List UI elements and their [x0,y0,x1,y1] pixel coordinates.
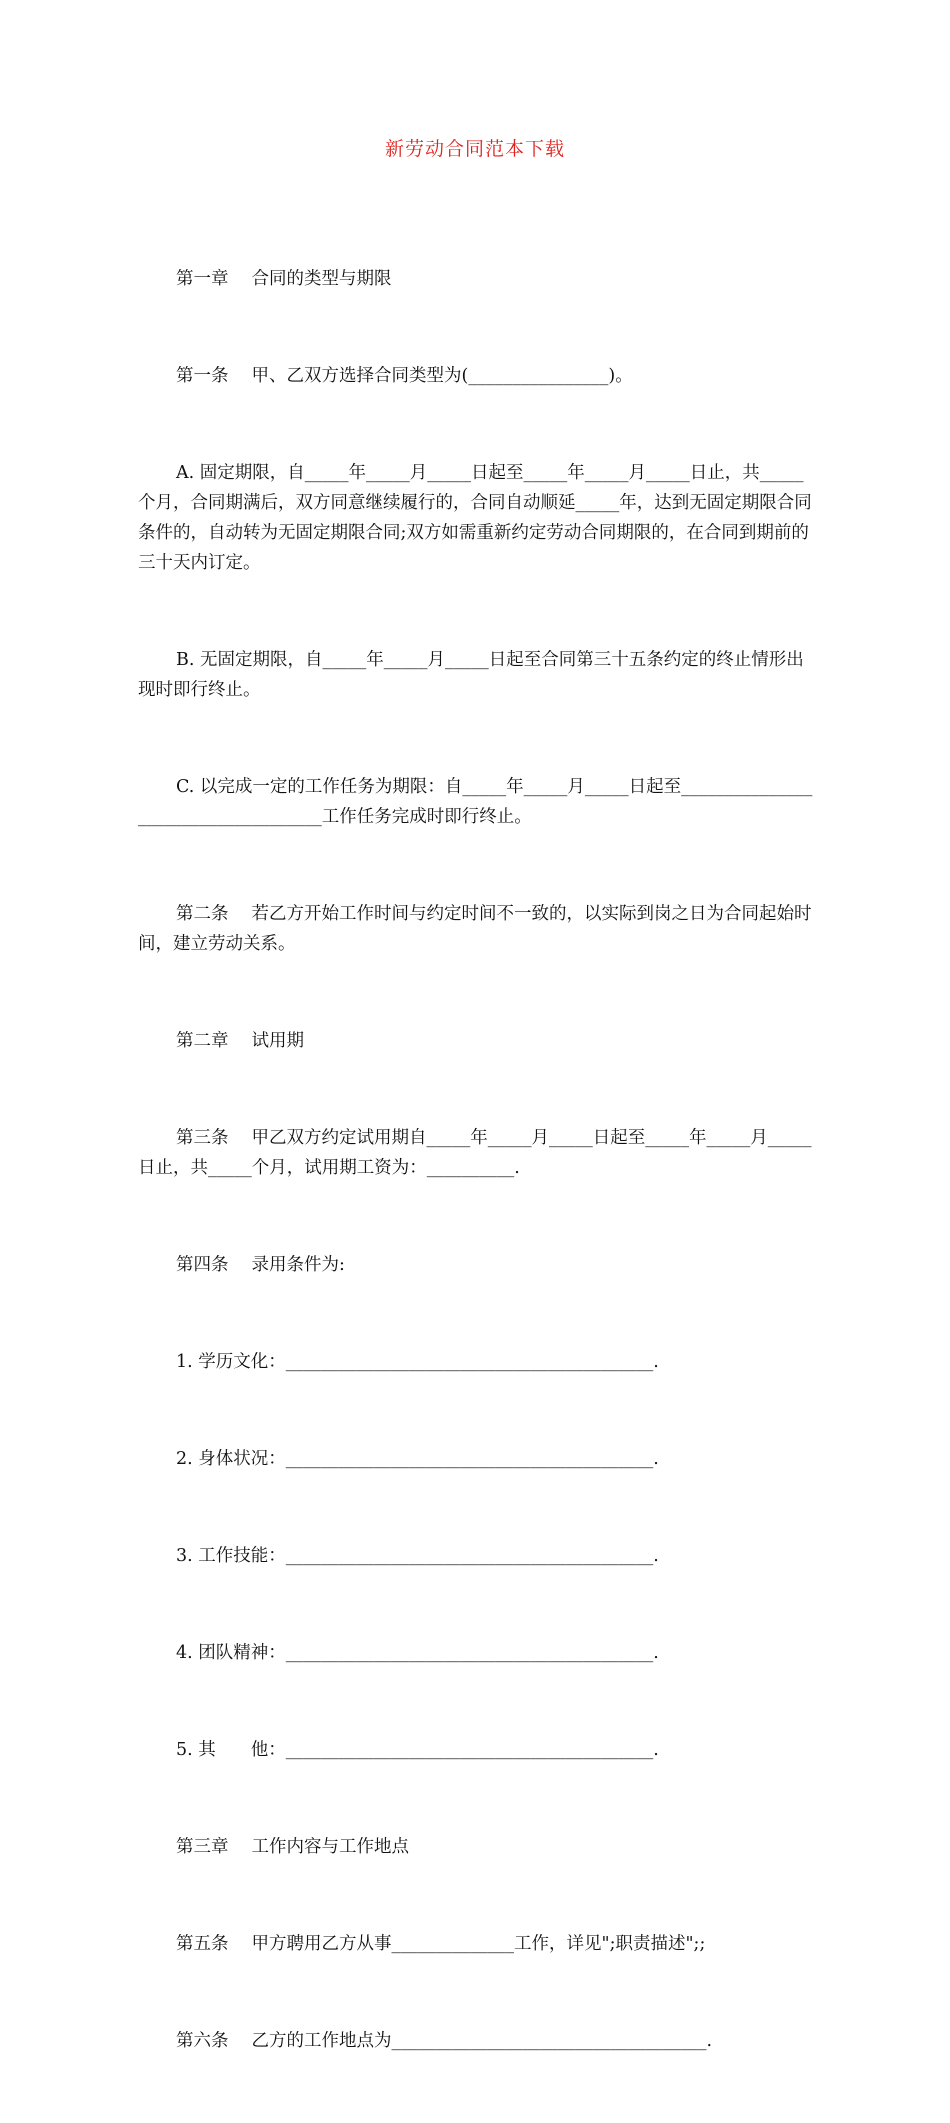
document-title: 新劳动合同范本下载 [384,138,565,160]
article-paragraph: 第二条 若乙方开始工作时间与约定时间不一致的，以实际到岗之日为合同起始时间，建立劳动关系。 [138,904,812,954]
article-paragraph: 第五条 甲方聘用乙方从事______________工作，详见";职责描述";; [176,1934,706,1954]
condition-item: 4. 团队精神：__________________________________________. [176,1643,659,1663]
chapter-heading: 第一章 合同的类型与期限 [176,269,392,289]
article-paragraph: 第三条 甲乙双方约定试用期自_____年_____月_____日起至_____年_____月_____日止，共_____个月，试用期工资为：__________. [138,1128,812,1178]
condition-item: 1. 学历文化：__________________________________________. [176,1352,659,1372]
article-paragraph: C. 以完成一定的工作任务为期限：自_____年_____月_____日起至____________________________________工作任务完成时即行终止。 [138,777,813,827]
article-paragraph: A. 固定期限，自_____年_____月_____日起至_____年_____月_____日止，共_____个月，合同期满后，双方同意继续履行的，合同自动顺延_____年，达到无固定期限合同条件的，自动转为无固定期限合同;双方如需重新约定劳动合同期限的，在合同到期前的三十天内订定。 [138,463,812,573]
condition-item: 2. 身体状况：__________________________________________. [176,1449,659,1469]
chapter-heading: 第二章 试用期 [176,1031,305,1051]
condition-item: 5. 其 他：__________________________________________. [176,1740,659,1760]
article-paragraph: 第一条 甲、乙双方选择合同类型为(________________)。 [176,366,633,386]
article-paragraph: 第四条 录用条件为: [176,1255,345,1275]
chapter-heading: 第三章 工作内容与工作地点 [176,1837,410,1857]
article-paragraph: 第六条 乙方的工作地点为____________________________________. [176,2031,713,2051]
article-paragraph: B. 无固定期限，自_____年_____月_____日起至合同第三十五条约定的终止情形出现时即行终止。 [138,650,804,700]
document-body [138,204,814,2123]
condition-item: 3. 工作技能：__________________________________________. [176,1546,659,1566]
